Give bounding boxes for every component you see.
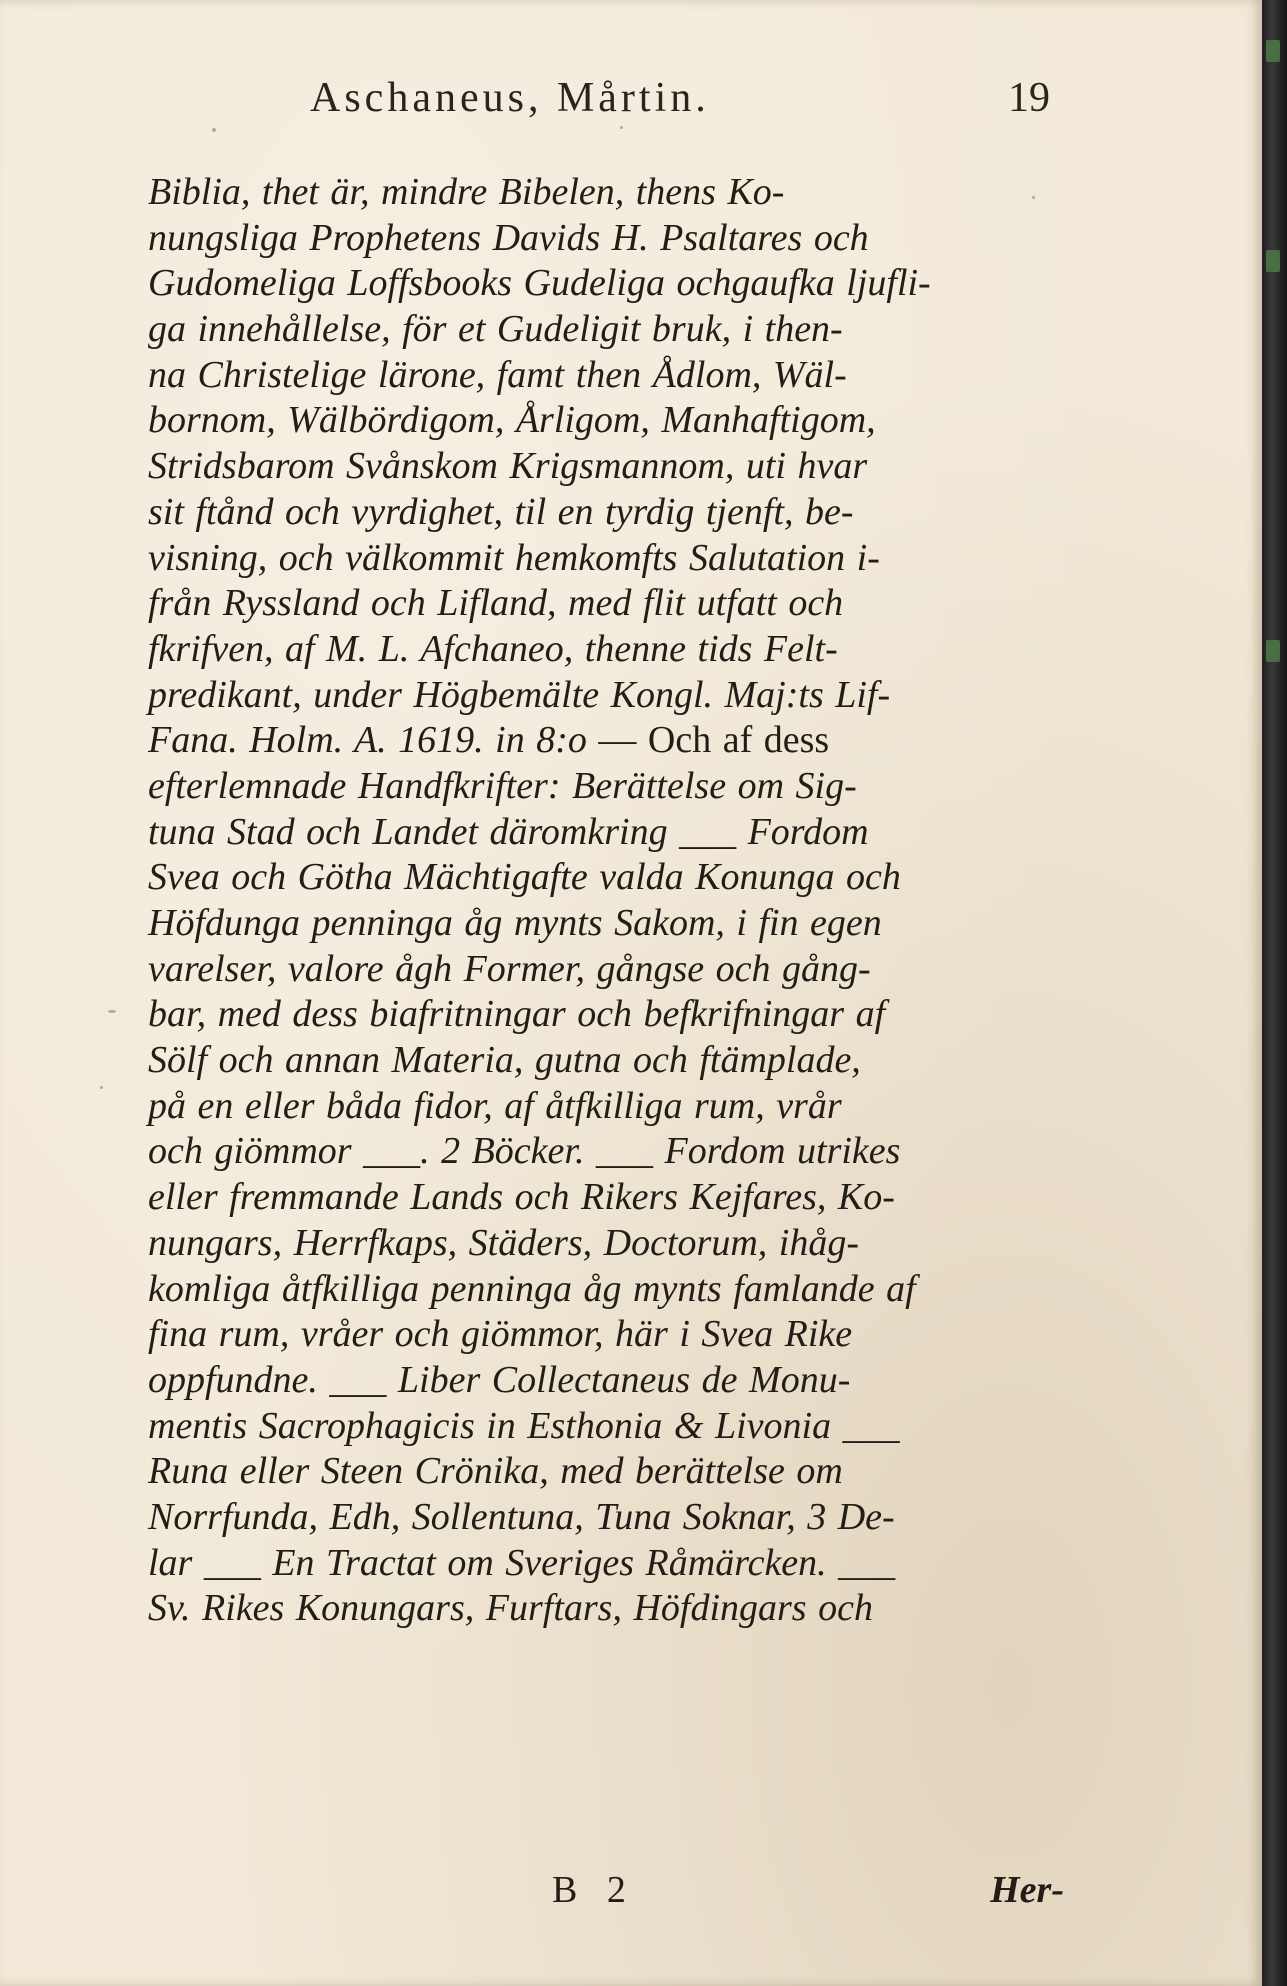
catchword: Her- <box>990 1869 1064 1911</box>
text-line: eller fremmande Lands och Rikers Kejfares, Ko- <box>148 1176 895 1219</box>
text-line: och giömmor ___. 2 Böcker. ___ Fordom utrikes <box>148 1130 901 1173</box>
text-line: predikant, under Högbemälte Kongl. Maj:ts Lif- <box>148 673 891 716</box>
body-text <box>148 170 1064 1632</box>
book-spine-edge <box>1262 0 1287 1986</box>
text-line: nungars, Herrfkaps, Städers, Doctorum, ihåg- <box>148 1221 859 1264</box>
text-line: komliga åtfkilliga penninga åg mynts famlande af <box>148 1267 916 1310</box>
text-line: från Ryssland och Lifland, med flit utfatt och <box>148 582 844 625</box>
text-line: nungsliga Prophetens Davids H. Psaltares och <box>148 216 869 259</box>
text-line: Stridsbarom Svånskom Krigsmannom, uti hvar <box>148 445 868 488</box>
text-line: Biblia, thet är, mindre Bibelen, thens Ko- <box>148 171 785 213</box>
text-line: oppfundne. ___ Liber Collectaneus de Monu- <box>148 1358 851 1401</box>
text-line: Sölf och annan Materia, gutna och ftämplade, <box>148 1039 861 1082</box>
signature-mark: B 2 <box>552 1869 636 1911</box>
text-line: tuna Stad och Landet däromkring ___ Fordom <box>148 810 869 853</box>
ink-speck <box>100 1086 103 1089</box>
spine-tab <box>1266 40 1280 62</box>
spine-tab <box>1266 640 1280 662</box>
ink-speck <box>108 1010 116 1013</box>
text-segment-roman: — Och af dess <box>598 719 830 762</box>
text-line: varelser, valore ågh Former, gångse och gång- <box>148 947 871 990</box>
text-line: Sv. Rikes Konungars, Furftars, Höfdingars och <box>148 1587 873 1630</box>
text-segment-italic: Fana. Holm. A. 1619. in 8:o <box>148 719 587 762</box>
text-line: na Christelige lärone, famt then Ådlom, Wäl- <box>148 353 847 396</box>
page-number: 19 <box>1008 75 1050 121</box>
page-footer <box>552 1868 1064 1918</box>
text-line: Norrfunda, Edh, Sollentuna, Tuna Soknar, 3 De- <box>148 1495 895 1538</box>
text-line: mentis Sacrophagicis in Esthonia & Livonia ___ <box>148 1404 900 1447</box>
text-line: fkrifven, af M. L. Afchaneo, thenne tids Felt- <box>148 627 838 670</box>
text-line: Gudomeliga Loffsbooks Gudeliga ochgaufka ljufli- <box>148 262 931 305</box>
text-line: på en eller båda fidor, af åtfkilliga rum, vrår <box>148 1084 842 1127</box>
text-line: Höfdunga penninga åg mynts Sakom, i fin egen <box>148 902 882 944</box>
text-line: bornom, Wälbördigom, Årligom, Manhaftigom, <box>148 399 876 442</box>
ink-speck <box>212 128 216 132</box>
text-line: sit ftånd och vyrdighet, til en tyrdig tjenft, be- <box>148 490 854 533</box>
page-header <box>310 74 1060 134</box>
text-line: fina rum, vråer och giömmor, här i Svea Rike <box>148 1313 853 1356</box>
text-line: ga innehållelse, för et Gudeligit bruk, i then- <box>148 308 843 351</box>
text-line-mixed <box>148 718 1064 764</box>
text-line: lar ___ En Tractat om Sveriges Råmärcken. ___ <box>148 1541 896 1584</box>
text-line: visning, och välkommit hemkomfts Salutation i- <box>148 536 880 579</box>
text-line: Runa eller Steen Crönika, med berättelse om <box>148 1450 843 1493</box>
text-line: Svea och Götha Mächtigafte valda Konunga och <box>148 856 901 899</box>
text-line: efterlemnade Handfkrifter: Berättelse om Sig- <box>148 764 857 807</box>
running-head: Aschaneus, Mårtin. <box>310 75 710 121</box>
spine-tab <box>1266 250 1280 272</box>
text-line: bar, med dess biafritningar och befkrifningar af <box>148 993 886 1036</box>
